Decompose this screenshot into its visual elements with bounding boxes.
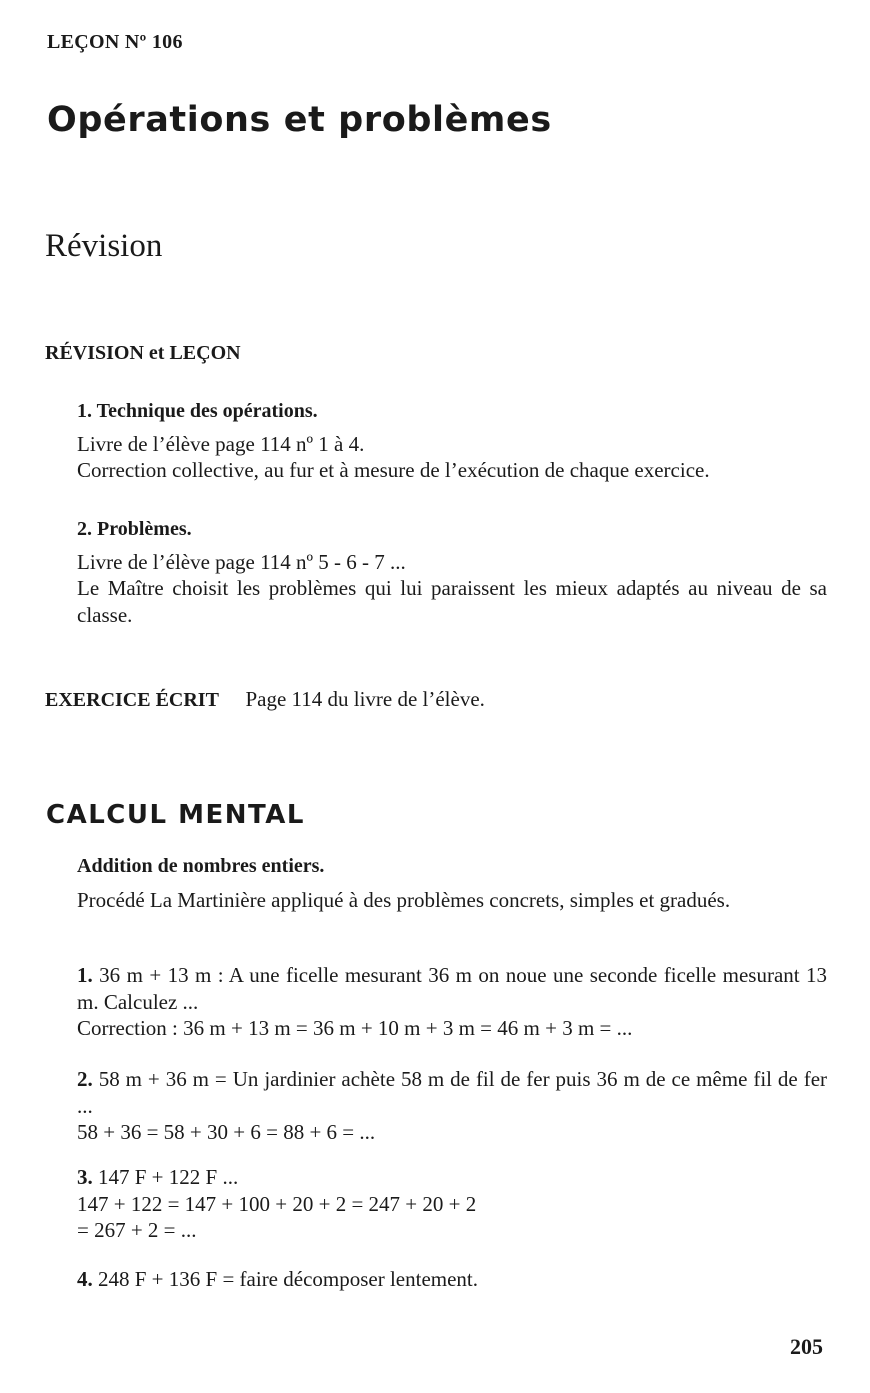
problem-statement: 1. 36 m + 13 m : A une ficelle mesurant 36 m on noue une seconde ficelle mesurant 13 m. Calculez ... <box>77 963 828 1014</box>
section-subtitle: Révision <box>45 228 163 264</box>
exercise-text: Page 114 du livre de l’élève. <box>245 687 485 711</box>
revision-item-line: Livre de l’élève page 114 nº 5 - 6 - 7 ... <box>77 549 406 574</box>
revision-item-paragraph: Le Maître choisit les problèmes qui lui paraissent les mieux adaptés au niveau de sa classe. <box>77 576 827 627</box>
problem-number: 1. <box>77 963 93 987</box>
problem-line: 58 + 36 = 58 + 30 + 6 = 88 + 6 = ... <box>77 1120 376 1144</box>
mental-intro: Procédé La Martinière appliqué à des problèmes concrets, simples et gradués. <box>77 887 731 912</box>
problem-3 <box>77 1164 827 1244</box>
problem-2 <box>77 1066 827 1146</box>
mental-intro-block <box>77 853 827 913</box>
revision-item-line: Correction collective, au fur et à mesure de l’exécution de chaque exercice. <box>77 458 710 482</box>
revision-item-line: Livre de l’élève page 114 nº 1 à 4. <box>77 431 365 456</box>
revision-item-title: 1. Technique des opérations. <box>77 400 318 422</box>
problem-line: Correction : 36 m + 13 m = 36 m + 10 m + 3 m = 46 m + 3 m = ... <box>77 1016 633 1040</box>
problem-number: 4. <box>77 1267 93 1291</box>
revision-item-2 <box>77 516 827 628</box>
exercise-label: EXERCICE ÉCRIT <box>45 689 219 711</box>
revision-heading: RÉVISION et LEÇON <box>45 342 241 364</box>
problem-line: 147 + 122 = 147 + 100 + 20 + 2 = 247 + 20 + 2 <box>77 1191 477 1216</box>
problem-statement: 3. 147 F + 122 F ... <box>77 1165 239 1189</box>
page-number: 205 <box>790 1334 823 1359</box>
problem-line: = 267 + 2 = ... <box>77 1218 197 1242</box>
problem-number: 2. <box>77 1067 93 1091</box>
problem-4 <box>77 1266 827 1293</box>
problem-statement: 2. 58 m + 36 m = Un jardinier achète 58 m de fil de fer puis 36 m de ce même fil de fer ... <box>77 1067 828 1118</box>
mental-subheading: Addition de nombres entiers. <box>77 855 325 877</box>
page-title: Opérations et problèmes <box>47 100 552 140</box>
revision-item-title: 2. Problèmes. <box>77 518 192 540</box>
lesson-number: LEÇON Nº 106 <box>47 31 183 53</box>
exercise-row <box>45 686 485 714</box>
problem-1 <box>77 962 827 1042</box>
problem-statement: 4. 248 F + 136 F = faire décomposer lentement. <box>77 1267 479 1291</box>
mental-heading: CALCUL MENTAL <box>46 800 305 830</box>
problem-number: 3. <box>77 1165 93 1189</box>
revision-item-1 <box>77 398 827 484</box>
